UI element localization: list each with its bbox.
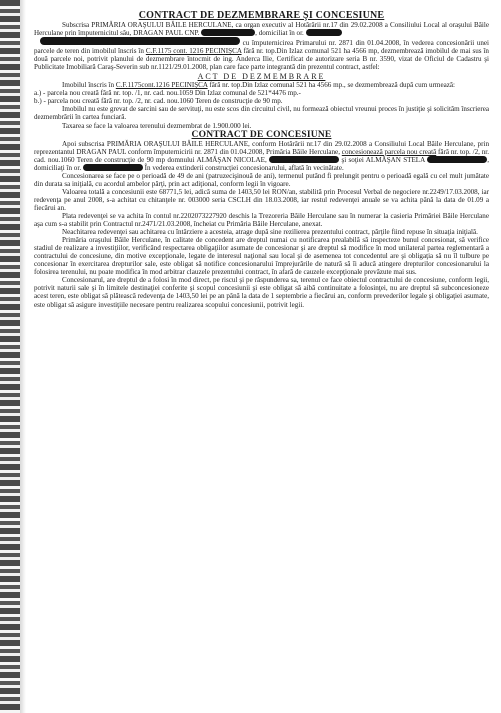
cf-reference: C.F.1175 cont. 1216 PECINIŞCA xyxy=(145,47,242,56)
intro-paragraph: Subscrisa PRIMĂRIA ORAŞULUI BĂILE HERCULANE, ca organ executiv al Hotărârii nr.17 din 29.02.2008 a Consiliului Local al oraşului Băile Herculane prin împuternicitul său, DRAGAN PAUL CNP. , domiciliat în or. xyxy=(34,21,489,38)
redacted-cnp-2 xyxy=(269,156,339,163)
redacted-cnp xyxy=(201,29,255,36)
payment-paragraph: Plata redevenţei se va achita în contul nr.2202073227920 deschis la Trezoreria Băile Herculane sau în numerar la casieria Primăriei Băile Herculane aşa cum s-a stabilit prin Contractul nr.2471/21.03.2008, încheiat cu Primăria Băile Herculane, anexat. xyxy=(34,211,489,229)
redacted-address-2 xyxy=(83,164,143,171)
grantor-rights-paragraph: Primăria oraşului Băile Herculane, în calitate de concedent are dreptul numai cu notificarea prealabilă să inspecteze bunul concesionat, să verifice stadiul de realizare a investiţiilor, verificând respectarea obligaţiilor asumate de concesionar şi are dreptul să modifice în mod unilateral partea reglementară a contractului de concesiune, din motive excepţionale, legate de interesul naţional sau local şi de asemenea tot concedentul are şi obligaţia să nu îl tulbure pe concesionar în exercitarea drepturilor sale, este obligat să notifice concesionarului împrejurările de natură să îi aducă atingere drepturilor concesionarului la folosirea terenului, nu poate modifica în mod arbitrar clauzele prezentului contract, în afară de cauzele excepţionale prevăzute mai sus. xyxy=(34,236,489,277)
tax-paragraph: Taxarea se face la valoarea terenului dezmembrat de 1.900.000 lei. xyxy=(62,121,252,130)
concession-paragraph: Apoi subscrisa PRIMĂRIA ORAŞULUI BĂILE HERCULANE, conform Hotărârii nr.17 din 29.02.2008 a Consiliului Local Băile Herculane, prin reprezentantul DRAGAN PAUL conform împuternicirii nr. 2871 din 01.04.2008, Primăria Băile Herculane, concesionează parcela nou creată fără nr. top. /2, nr. cad. nou.1060 Teren de construcţie de 90 mp domnului ALMĂŞAN NICOLAE, şi soţiei ALMĂŞAN STELA , domiciliaţi în or. În vederea extinderii construcţiei concesionarului, aflată în vecinătate. xyxy=(34,139,489,172)
document-page: CONTRACT DE DEZMEMBRARE ŞI CONCESIUNE Subscrisa PRIMĂRIA ORAŞULUI BĂILE HERCULANE, ca organ executiv al Hotărârii nr.17 din 29.02.2008 a Consiliului Local al oraşului Băile Herculane prin împuternicitul său, DRAGAN PAUL CNP. , domiciliat în or. cu împuternicirea Primarului nr. 2871 din 01.04.2008, în vederea concesionării unei parcele de teren din imobilul înscris în C.F.1175 cont. 1216 PECINIŞCA fără nr. top.Din Izlaz comunal 521 ha 4566 mp, dezmembrează imobilul de mai sus în două parcele noi, potrivit planului de dezmembrare întocmit de ing. Anderca Ilie, Certificat de autorizare seria B nr. 3590, vizat de Oficiul de Cadastru şi Publicitate Imobiliară Caraş-Severin sub nr.1121/29.01.2008, plan care face parte integrantă din prezentul contract, astfel: ACT DE DEZMEMBRARE Imobilul înscris în C.F.1175cont.1216 PECINIŞCA fără nr. top.Din Izlaz comunal 521 ha 4566 mp., se dezmembrează după cum urmează: a.) - parcela nou creată fără nr. top. /1, nr. cad. nou.1059 Din Izlaz comunal de 521*4476 mp.- b.) - parcela nou creată fără nr. top. /2, nr. cad. nou.1060 Teren de construcţie de 90 mp. Imobilul nu este grevat de sarcini sau de servituţi, nu este scos din circuitul civil, nu formează obiectul vreunui proces în justiţie şi solicităm înscrierea dezmembrării în cartea funciară. Taxarea se face la valoarea terenului dezmembrat de 1.900.000 lei. CONTRACT DE CONCESIUNE Apoi subscrisa PRIMĂRIA ORAŞULUI BĂILE HERCULANE, conform Hotărârii nr.17 din 29.02.2008 a Consiliului Local Băile Herculane, prin reprezentantul DRAGAN PAUL conform împuternicirii nr. 2871 din 01.04.2008, Primăria Băile Herculane, concesionează parcela nou creată fără nr. top. /2, nr. cad. nou.1060 Teren de construcţie de 90 mp domnului ALMĂŞAN NICOLAE, şi soţiei ALMĂŞAN STELA , domiciliaţi în or. În vederea extinderii construcţiei concesionarului, aflată în vecinătate. Concesionarea se face pe o perioadă de 49 de ani (patruzecişinouă de ani), termenul putând fi prelungit pentru o perioadă egală cu cel mult jumătate din durata sa iniţială, cu acordul ambelor părţi, prin act adiţional, conform legii în vigoare. Valoarea totală a concesiunii este 68771,5 lei, adică suma de 1403,50 lei RON/an, stabilită prin Procesul Verbal de negociere nr.2249/17.03.2008, iar redevenţa pe anul 2008, s-a achitat cu chitanţele nr. 003000 seria CSCLH din 18.03.2008, iar restul redevenţei anuale se va achita până la data de 01.09 a fiecărui an. Plata redevenţei se va achita în contul nr.2202073227920 deschis la Trezoreria Băile Herculane sau în numerar la casieria Primăriei Băile Herculane aşa cum s-a stabilit prin Contractul nr.2471/21.03.2008, încheiat cu Primăria Băile Herculane, anexat. Neachitarea redevenţei sau achitarea cu întârziere a acesteia, atrage după sine rezilierea prezentului contract, părţile fiind repuse în situaţia iniţială. Primăria oraşului Băile Herculane, în calitate de concedent are dreptul numai cu notificarea prealabilă să inspecteze bunul concesionat, să verifice stadiul de realizare a investiţiilor, verificând respectarea obligaţiilor asumate de concesionar şi are dreptul să modifice în mod unilateral partea reglementară a contractului de concesiune, din motive excepţionale, legate de interesul naţional sau local şi de asemenea tot concedentul are şi obligaţia să nu îl tulbure pe concesionar în exercitarea drepturilor sale, este obligat să notifice concesionarului împrejurările de natură să îi aducă atingere drepturilor concesionarului la folosirea terenului, nu poate modifica în mod arbitrar clauzele prezentului contract, în afară de cauzele excepţionale prevăzute mai sus. Concesionarul, are dreptul de a folosi în mod direct, pe riscul şi pe răspunderea sa, terenul ce face obiectul contractului de concesiune, conform legii, potrivit naturii sale şi în limitele destinaţiei conferite şi scopul concesiunii şi este obligat să aibă continuitate a folosinţei, nu are dreptul să subconcesioneze acest teren, este obligat să plătească redevenţa de 1403,50 lei pe an până la data de 1 septembrie a fiecărui an, conform prevederilor legale şi obligaţiei asumate, este obligat să asigure investiţiile necesare pentru realizarea scopului concesiunii, potrivit legii. xyxy=(34,10,489,309)
duration-paragraph: Concesionarea se face pe o perioadă de 49 de ani (patruzecişinouă de ani), termenul putând fi prelungit pentru o perioadă egală cu cel mult jumătate din durata sa iniţială, cu acordul ambelor părţi, prin act adiţional, conform legii în vigoare. xyxy=(34,171,489,188)
document-title: CONTRACT DE DEZMEMBRARE ŞI CONCESIUNE xyxy=(138,10,385,21)
act-paragraph: Imobilul înscris în C.F.1175cont.1216 PECINIŞCA fără nr. top.Din Izlaz comunal 521 ha 4566 mp., se dezmembrează după cum urmează: xyxy=(62,81,456,90)
parcel-a: a.) - parcela nou creată fără nr. top. /1, nr. cad. nou.1059 Din Izlaz comunal de 521*4476 mp.- xyxy=(34,89,301,98)
value-paragraph: Valoarea totală a concesiunii este 68771,5 lei, adică suma de 1403,50 lei RON/an, stabilită prin Procesul Verbal de negociere nr.2249/17.03.2008, iar redevenţa pe anul 2008, s-a achitat cu chitanţele nr. 003000 seria CSCLH din 18.03.2008, iar restul redevenţei anuale se va achita până la data de 01.09 a fiecărui an. xyxy=(34,187,489,212)
encumbrance-paragraph: Imobilul nu este grevat de sarcini sau de servituţi, nu este scos din circuitul civil, nu formează obiectul vreunui proces în justiţie şi solicităm înscrierea dezmembrării în cartea funciară. xyxy=(34,105,489,122)
concessionaire-rights-paragraph: Concesionarul, are dreptul de a folosi în mod direct, pe riscul şi pe răspunderea sa, terenul ce face obiectul contractului de concesiune, conform legii, potrivit naturii sale şi în limitele destinaţiei conferite şi scopul concesiunii şi este obligat să aibă continuitate a folosinţei, nu are dreptul să subconcesioneze acest teren, este obligat să plătească redevenţa de 1403,50 lei pe an până la data de 1 septembrie a fiecărui an, conform prevederilor legale şi obligaţiei asumate, este obligat să asigure investiţiile necesare pentru realizarea scopului concesiunii, potrivit legii. xyxy=(34,276,489,309)
termination-paragraph: Neachitarea redevenţei sau achitarea cu întârziere a acesteia, atrage după sine rezilierea prezentului contract, părţile fiind repuse în situaţia iniţială. xyxy=(62,228,478,237)
concession-heading: CONTRACT DE CONCESIUNE xyxy=(191,129,332,140)
act-heading: ACT DE DEZMEMBRARE xyxy=(197,72,326,82)
cf-reference-2: C.F.1175cont.1216 PECINIŞCA xyxy=(115,81,208,90)
redacted-cnp-3 xyxy=(427,156,487,163)
redacted-line xyxy=(40,37,240,45)
parcel-b: b.) - parcela nou creată fără nr. top. /2, nr. cad. nou.1060 Teren de construcţie de 90 mp. xyxy=(34,97,283,106)
redacted-address xyxy=(306,29,342,36)
scan-binding-edge xyxy=(0,0,20,713)
